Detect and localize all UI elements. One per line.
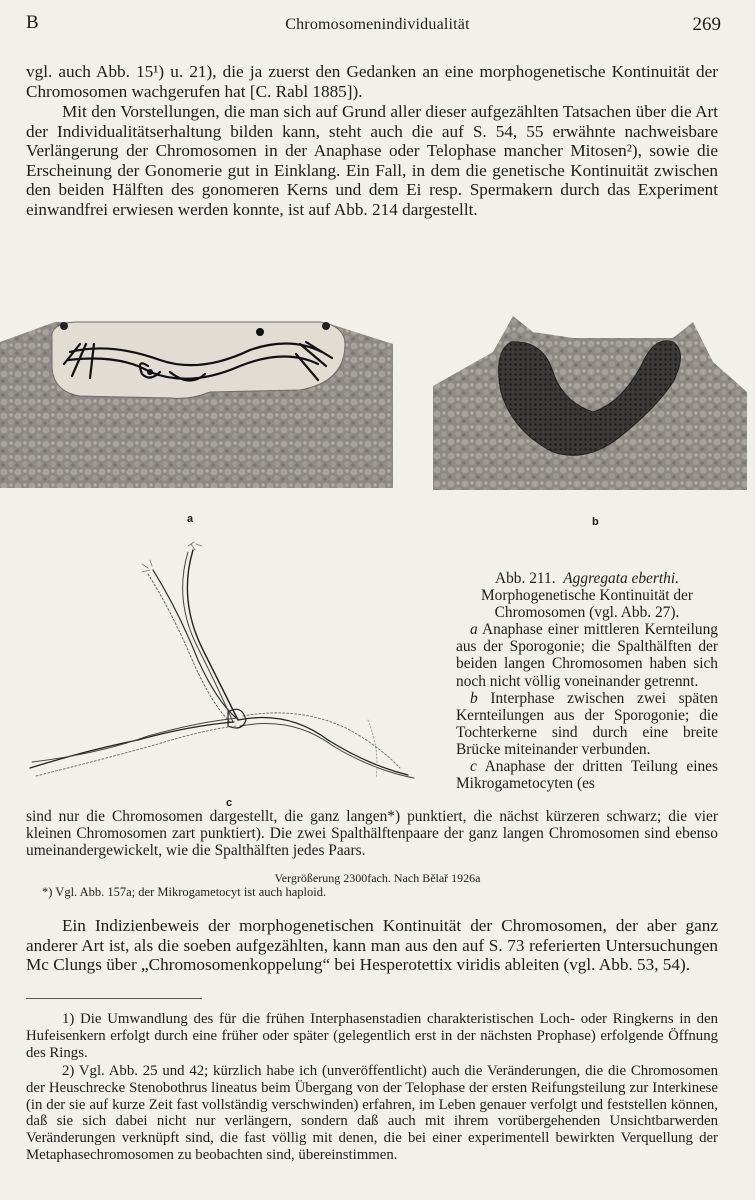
- section-letter: B: [26, 12, 39, 33]
- figure-label-b: b: [592, 516, 599, 528]
- footnote-divider: [26, 998, 202, 999]
- figure-caption: [456, 570, 718, 792]
- caption-species: Aggregata eberthi.: [563, 570, 679, 587]
- paragraph-1: vgl. auch Abb. 15¹) u. 21), die ja zuerst den Gedanken an eine morphogenetische Kontinuität der Chromosomen wachgerufen hat [C. Rabl 1885]).: [26, 62, 718, 101]
- paragraph-3: Ein Indizienbeweis der morphogenetischen Kontinuität der Chromosomen, der aber ganz anderer Art ist, als die soeben aufgezählten, kann man aus den auf S. 73 referierten Untersuchungen Mc Clungs über „Chromosomenkoppelung“ bei Hesperotettix viridis ableiten (vgl. Abb. 53, 54).: [26, 916, 718, 975]
- caption-heading: [456, 570, 718, 587]
- caption-title: Morphogenetische Kontinuität der Chromosomen (vgl. Abb. 27).: [481, 587, 693, 622]
- caption-item-b: [456, 690, 718, 758]
- caption-letter-c: c: [470, 758, 477, 776]
- figure-c-drawing: [28, 540, 418, 785]
- star-footnote: *) Vgl. Abb. 157a; der Mikrogametocyt ist auch haploid.: [42, 885, 327, 899]
- caption-letter-a: a: [470, 621, 478, 639]
- footnote-1: 1) Die Umwandlung des für die frühen Interphasenstadien charakteristischen Loch- oder Ringkerns in den Hufeisenkern erfolgt durch eine früher oder später (gelegentlich erst in der nächsten Prophase) erfolgende Öffnung des Rings.: [26, 1011, 718, 1061]
- page-number: 269: [692, 14, 721, 35]
- caption-item-a: [456, 621, 718, 689]
- magnification-note: Vergrößerung 2300fach. Nach Bělař 1926a: [274, 871, 481, 885]
- running-title: Chromosomenindividualität: [285, 16, 470, 33]
- footnote-2: 2) Vgl. Abb. 25 und 42; kürzlich habe ich (unveröffentlicht) auch die Veränderungen, die die Chromosomen der Heuschrecke Stenobothrus lineatus beim Übergang von der Telophase der ersten Reifungsteilung zur Interkinese (in der sie auf kurze Zeit fast vollständig verschwinden) erfahren, im Leben genauer verfolgt und feststellen können, daß sie sich dabei nicht nur verlängern, sondern daß auch mit ihrem vorübergehenden Unsichtbarwerden Veränderungen verknüpft sind, die fast völlig mit denen, die bei einer experimentell bewirkten Verquellung der Metaphasechromosomen zu beobachten sind, übereinstimmen.: [26, 1063, 718, 1163]
- figure-b-micrograph: [433, 312, 747, 490]
- caption-number: Abb. 211.: [495, 570, 556, 587]
- figure-label-a: a: [187, 513, 194, 525]
- figure-a-micrograph: [0, 314, 393, 488]
- caption-item-c: [456, 758, 718, 792]
- caption-letter-b: b: [470, 689, 478, 707]
- figure-label-c: c: [226, 797, 233, 809]
- paragraph-2: Mit den Vorstellungen, die man sich auf Grund aller dieser aufgezählten Tatsachen über die Art der Individualitätserhaltung bilden kann, steht auch die auf S. 54, 55 erwähnte nachweisbare Verlängerung der Chromosomen in der Anaphase oder Telophase mancher Mitosen²), sowie die Erscheinung der Gonomerie gut in Einklang. Ein Fall, in dem die genetische Kontinuität zwischen den beiden Hälften des gonomeren Kerns und dem Ei resp. Spermakern durch das Experiment einwandfrei erwiesen werden konnte, ist auf Abb. 214 dargestellt.: [26, 102, 718, 219]
- caption-text-a: Anaphase einer mittleren Kernteilung aus der Sporogonie; die Spalthälften der beiden langen Chromosomen haben sich noch nicht völlig voneinander getrennt.: [456, 621, 718, 690]
- caption-text-b: Interphase zwischen zwei späten Kernteilungen aus der Sporogonie; die Tochterkerne sind durch eine breite Brücke miteinander verbunden.: [456, 689, 718, 758]
- caption-text-c: Anaphase der dritten Teilung eines Mikrogametocyten (es: [456, 758, 718, 793]
- caption-continued: sind nur die Chromosomen dargestellt, die ganz langen*) punktiert, die nächst kürzeren schwarz; die vier kleinen Chromosomen zart punktiert). Die zwei Spalthälftenpaare der ganz langen Chromosomen sind ebenso umeinandergewickelt, wie die Spalthälften jedes Paars.: [26, 808, 718, 860]
